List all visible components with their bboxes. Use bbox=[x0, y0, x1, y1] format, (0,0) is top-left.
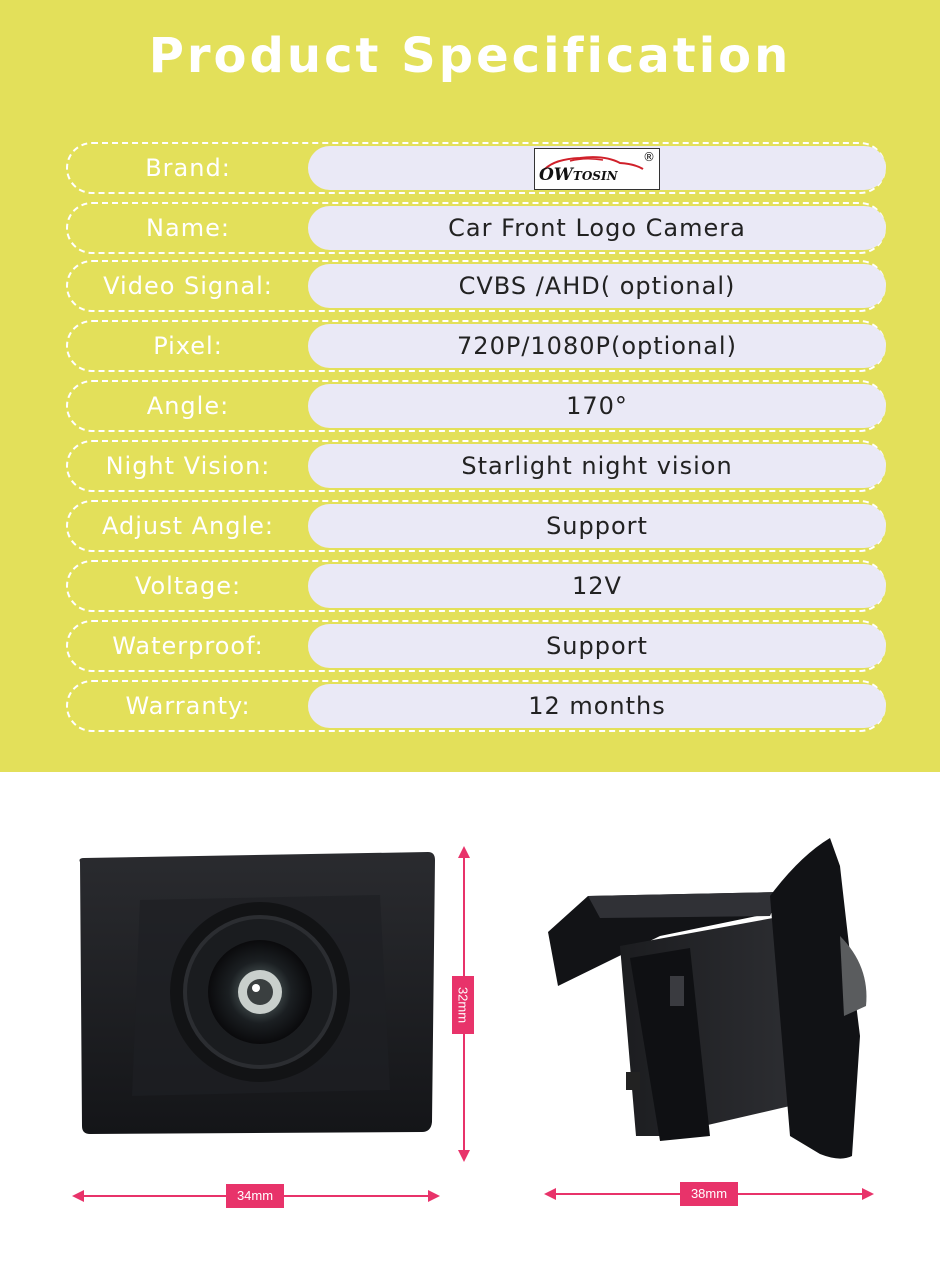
spec-label: Adjust Angle: bbox=[101, 512, 275, 540]
spec-label: Video Signal: bbox=[103, 272, 273, 300]
spec-row-angle bbox=[66, 380, 886, 432]
spec-value: Support bbox=[546, 632, 648, 660]
spec-row-night-vision bbox=[66, 440, 886, 492]
spec-label: Angle: bbox=[146, 392, 230, 420]
spec-value: Starlight night vision bbox=[461, 452, 733, 480]
height-dimension-tag bbox=[452, 976, 474, 1034]
front-width-dimension-label: 34mm bbox=[226, 1184, 284, 1208]
spec-value-pill bbox=[308, 206, 886, 250]
spec-value: CVBS /AHD( optional) bbox=[458, 272, 736, 300]
spec-row-warranty bbox=[66, 680, 886, 732]
spec-value-pill bbox=[308, 146, 886, 190]
spec-value-pill bbox=[308, 264, 886, 308]
spec-label: Brand: bbox=[145, 154, 231, 182]
spec-value: 12V bbox=[572, 572, 622, 600]
spec-label: Warranty: bbox=[125, 692, 251, 720]
spec-value-pill bbox=[308, 564, 886, 608]
brand-logo bbox=[534, 148, 660, 190]
spec-value: Support bbox=[546, 512, 648, 540]
side-width-dimension-label: 38mm bbox=[680, 1182, 738, 1206]
camera-front-photo bbox=[60, 840, 460, 1180]
spec-label: Name: bbox=[146, 214, 230, 242]
spec-row-voltage bbox=[66, 560, 886, 612]
spec-value-pill bbox=[308, 624, 886, 668]
spec-label: Night Vision: bbox=[105, 452, 271, 480]
spec-row-adjust-angle bbox=[66, 500, 886, 552]
camera-side-photo bbox=[540, 836, 880, 1166]
spec-value: 170° bbox=[566, 392, 628, 420]
spec-label: Pixel: bbox=[153, 332, 223, 360]
registered-mark: ® bbox=[643, 150, 655, 164]
spec-value-pill bbox=[308, 504, 886, 548]
spec-value: 720P/1080P(optional) bbox=[457, 332, 737, 360]
logo-wordmark: OWTOSIN bbox=[539, 165, 618, 185]
spec-value-pill bbox=[308, 684, 886, 728]
spec-value: Car Front Logo Camera bbox=[448, 214, 746, 242]
spec-value-pill bbox=[308, 324, 886, 368]
spec-label: Voltage: bbox=[134, 572, 242, 600]
spec-label: Waterproof: bbox=[112, 632, 264, 660]
spec-row-name bbox=[66, 202, 886, 254]
spec-value: 12 months bbox=[528, 692, 666, 720]
spec-value-pill bbox=[308, 444, 886, 488]
height-dimension-label: 32mm bbox=[455, 986, 471, 1024]
spec-value-pill bbox=[308, 384, 886, 428]
spec-row-waterproof bbox=[66, 620, 886, 672]
spec-row-video-signal bbox=[66, 260, 886, 312]
page-title: Product Specification bbox=[148, 28, 792, 84]
spec-row-pixel bbox=[66, 320, 886, 372]
spec-row-brand bbox=[66, 142, 886, 194]
